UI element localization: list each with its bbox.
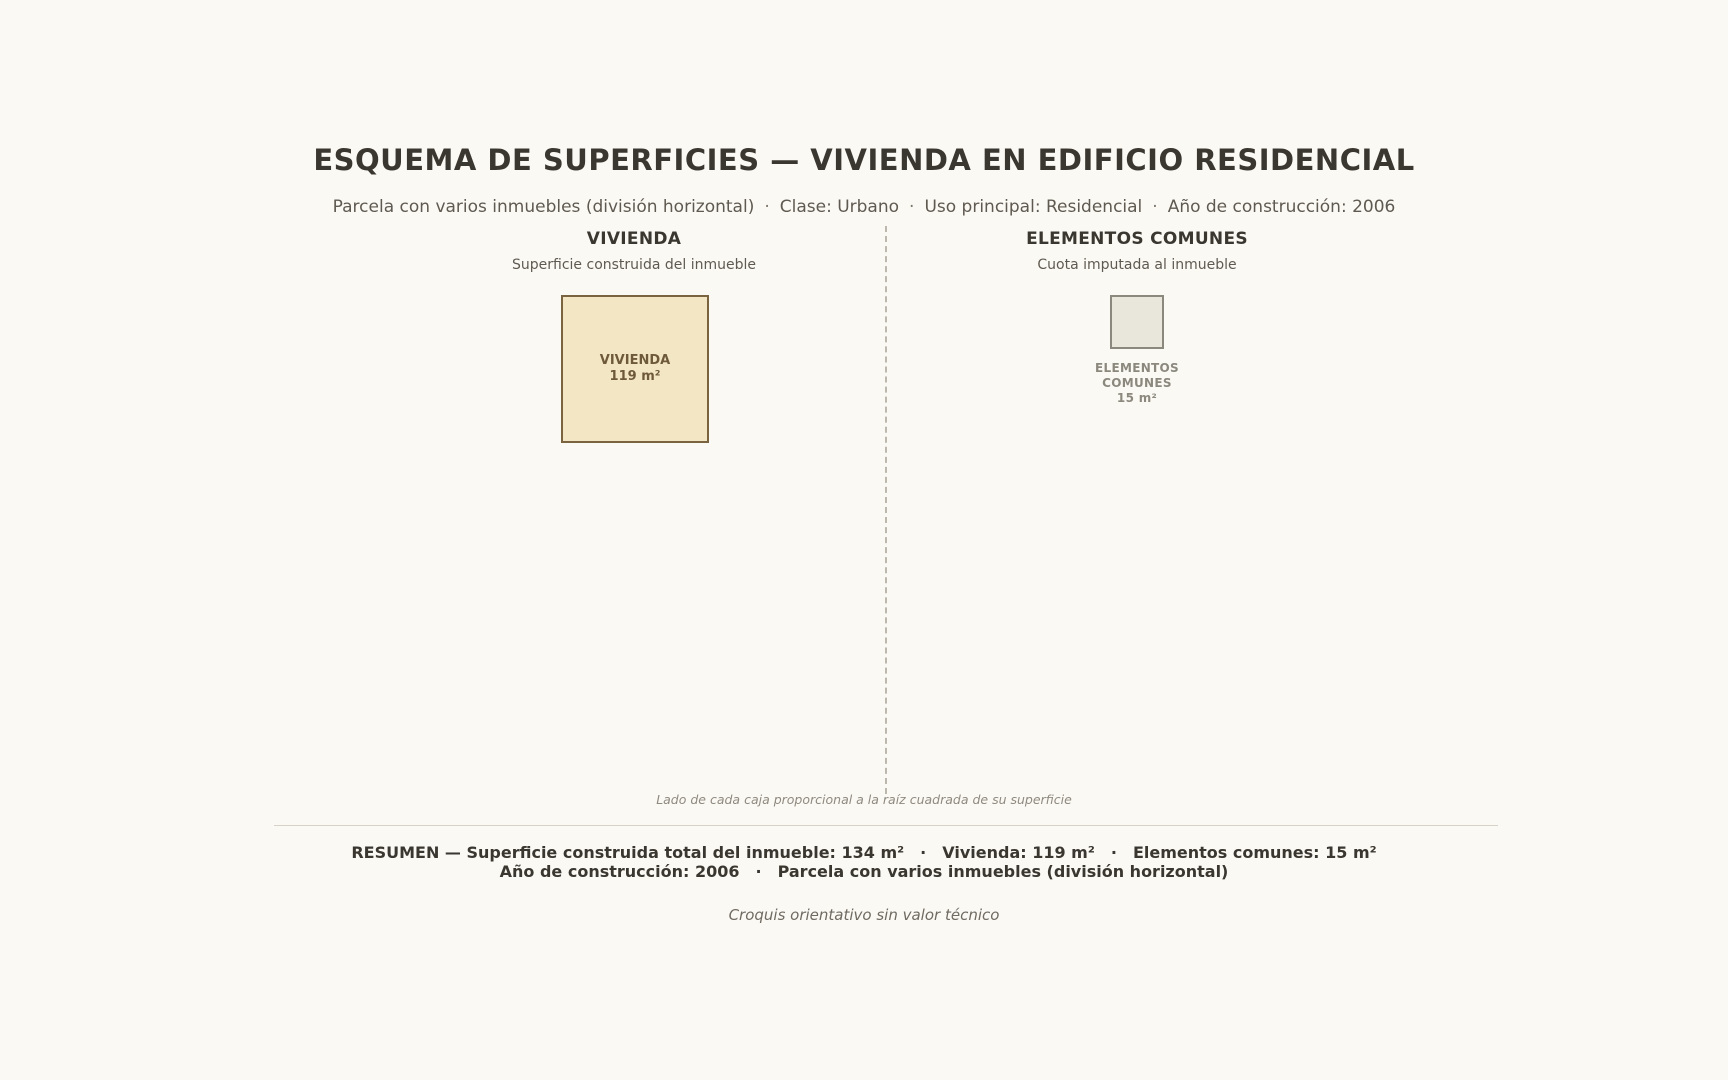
summary-vivienda: Vivienda: 119 m²	[942, 843, 1095, 862]
summary-block	[0, 843, 1728, 881]
subtitle-year: Año de construcción: 2006	[1167, 197, 1396, 217]
vivienda-caption: Superficie construida del inmueble	[512, 257, 756, 273]
page-subtitle	[0, 197, 1728, 217]
comunes-column-header	[887, 229, 1387, 273]
summary-line-1	[0, 843, 1728, 862]
column-divider	[885, 226, 887, 794]
disclaimer-footer: Croquis orientativo sin valor técnico	[728, 906, 1000, 924]
scale-note: Lado de cada caja proporcional a la raíz cuadrada de su superficie	[656, 792, 1072, 807]
summary-parcel: Parcela con varios inmuebles (división horizontal)	[777, 862, 1229, 881]
summary-year: Año de construcción: 2006	[499, 862, 740, 881]
vivienda-column-header	[384, 229, 884, 273]
comunes-box-area: 15 m²	[1116, 391, 1158, 405]
vivienda-box-area: 119 m²	[609, 369, 661, 384]
subtitle-separator: ·	[764, 197, 770, 217]
subtitle-class: Clase: Urbano	[779, 197, 900, 217]
vivienda-box-name: VIVIENDA	[599, 353, 671, 368]
summary-separator: ·	[1110, 843, 1117, 862]
comunes-box-label	[1037, 361, 1237, 406]
comunes-box-line2: COMUNES	[1102, 376, 1172, 390]
subtitle-parcel: Parcela con varios inmuebles (división horizontal)	[332, 197, 755, 217]
summary-total: RESUMEN — Superficie construida total del inmueble: 134 m²	[351, 843, 905, 862]
subtitle-separator: ·	[909, 197, 915, 217]
comunes-box-line1: ELEMENTOS	[1095, 361, 1179, 375]
comunes-area-box	[1110, 295, 1164, 349]
subtitle-separator: ·	[1152, 197, 1158, 217]
comunes-caption: Cuota imputada al inmueble	[1037, 257, 1237, 273]
comunes-heading: ELEMENTOS COMUNES	[1026, 229, 1248, 249]
vivienda-area-box	[561, 295, 709, 443]
summary-line-2	[0, 862, 1728, 881]
summary-separator: ·	[920, 843, 927, 862]
summary-rule	[274, 825, 1498, 826]
summary-separator: ·	[755, 862, 762, 881]
summary-comunes: Elementos comunes: 15 m²	[1132, 843, 1377, 862]
vivienda-heading: VIVIENDA	[586, 229, 682, 249]
subtitle-use: Uso principal: Residencial	[924, 197, 1143, 217]
page-title: ESQUEMA DE SUPERFICIES — VIVIENDA EN EDIFICIO RESIDENCIAL	[313, 143, 1415, 177]
